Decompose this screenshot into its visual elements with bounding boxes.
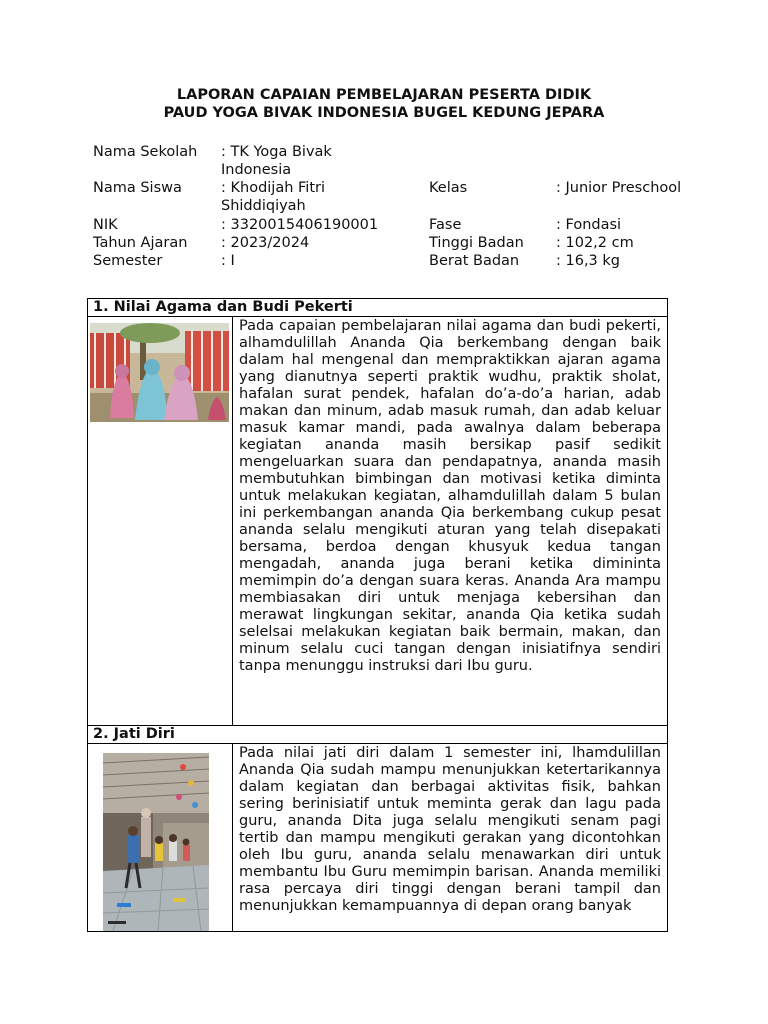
school-value-cont: Indonesia	[221, 162, 292, 178]
nik-label: NIK	[93, 217, 118, 233]
section-text: Pada capaian pembelajaran nilai agama dan budi pekerti, alhamdulillah Ananda Qia berkembang dengan baik dalam hal mengenal dan mempraktikkan ajaran agama yang dianutnya seperti praktik wudhu, praktik sholat, hafalan surat pendek, hafalan do’a-do’a harian, adab makan dan minum, adab masuk rumah, dan adab keluar masuk kamar mandi, pada awalnya dalam beberapa kegiatan ananda masih bersikap pasif sedikit mengeluarkan suara dan pendapatnya, ananda masih membutuhkan bimbingan dan motivasi ketika diminta untuk melakukan kegiatan, alhamdulillah dalam 5 bulan ini perkembangan ananda Qia berkembang cukup pesat ananda selalu mengikuti aturan yang telah disepakati bersama, berdoa dengan khusyuk kedua tangan mengadah, ananda juga berani ketika dimininta memimpin do’a dengan suara keras. Ananda Ara mampu membiasakan diri untuk menjaga kebersihan dan merawat lingkungan sekitar, ananda Qia ketika sudah selelsai melakukan kegiatan baik bermain, makan, dan minum selalu cuci tangan dengan inisiatifnya sendiri tanpa menunggu instruksi dari Ibu guru.	[239, 318, 661, 674]
section-religion	[87, 298, 668, 726]
school-label: Nama Sekolah	[93, 144, 198, 160]
section-text: Pada nilai jati diri dalam 1 semester ini, lhamdulillan Ananda Qia sudah mampu menunjukkan ketertarikannya dalam kegiatan dan berbagai aktivitas fisik, bahkan sering berinisiatif untuk meminta gerak dan lagu pada guru, ananda Dita juga selalu mengikuti senam pagi tertib dan mampu mengikuti gerakan yang dicontohkan oleh Ibu guru, ananda selalu menawarkan diri untuk membantu Ibu Guru memimpin barisan. Ananda memiliki rasa percaya diri tinggi dengan berani tampil dan menunjukkan kemampuannya di depan orang banyak	[239, 745, 661, 914]
weight-value: : 16,3 kg	[556, 253, 620, 269]
phase-label: Fase	[429, 217, 462, 233]
year-value: : 2023/2024	[221, 235, 310, 251]
class-value: : Junior Preschool	[556, 180, 682, 196]
height-value: : 102,2 cm	[556, 235, 634, 251]
semester-label: Semester	[93, 253, 163, 269]
semester-value: : I	[221, 253, 235, 269]
section-title: 1. Nilai Agama dan Budi Pekerti	[88, 299, 667, 317]
school-title: PAUD YOGA BIVAK INDONESIA BUGEL KEDUNG JEPARA	[163, 105, 605, 121]
height-label: Tinggi Badan	[429, 235, 524, 251]
report-title: LAPORAN CAPAIAN PEMBELAJARAN PESERTA DIDIK	[176, 87, 592, 103]
photo-cell	[88, 317, 233, 725]
year-label: Tahun Ajaran	[93, 235, 188, 251]
student-info	[93, 143, 713, 273]
section-identity	[87, 725, 668, 932]
student-value: : Khodijah Fitri	[221, 180, 325, 196]
student-label: Nama Siswa	[93, 180, 182, 196]
student-value-cont: Shiddiqiyah	[221, 198, 306, 214]
school-value: : TK Yoga Bivak	[221, 144, 332, 160]
prayer-activity-photo	[90, 323, 229, 422]
section-title: 2. Jati Diri	[88, 726, 667, 744]
physical-activity-photo	[103, 753, 209, 931]
photo-cell	[88, 744, 233, 931]
nik-value: : 3320015406190001	[221, 217, 379, 233]
phase-value: : Fondasi	[556, 217, 622, 233]
weight-label: Berat Badan	[429, 253, 520, 269]
class-label: Kelas	[429, 180, 468, 196]
